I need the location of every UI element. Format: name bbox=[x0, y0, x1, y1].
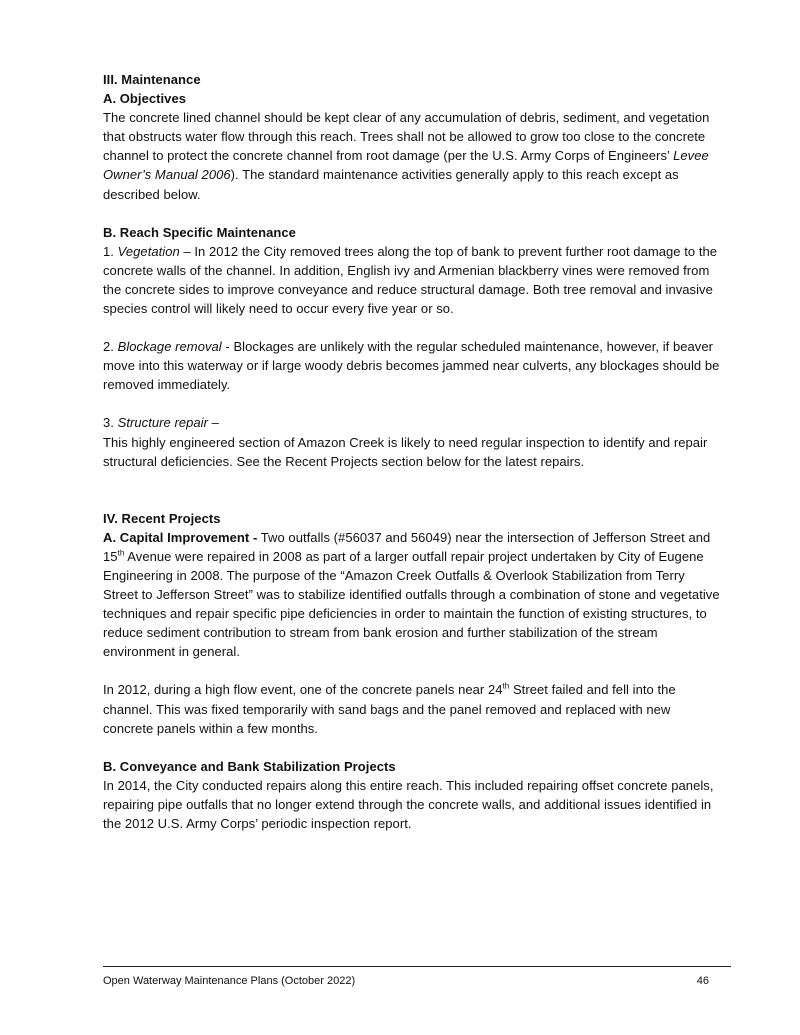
subheading-reach-specific: B. Reach Specific Maintenance bbox=[103, 224, 296, 240]
page-footer bbox=[103, 974, 709, 988]
item2-number: 2. bbox=[103, 339, 118, 355]
panel-text-2: Street failed and fell into the channel. This was fixed temporarily with sand bags and the panel removed and replaced with new concrete panels within a few months. bbox=[103, 682, 676, 736]
objectives-text-2: ). The standard maintenance activities generally apply to this reach except as described below. bbox=[103, 167, 679, 202]
item1-number: 1. bbox=[103, 243, 118, 259]
item2-title: Blockage removal bbox=[117, 339, 222, 355]
paragraph-structure-repair-title bbox=[103, 413, 723, 432]
capital-label: A. Capital Improvement - bbox=[103, 529, 258, 545]
capital-text-2: Avenue were repaired in 2008 as part of a larger outfall repair project undertaken by City of Eugene Engineering in 2008. The purpose of the “Amazon Creek Outfalls & Overlook Stabilization from Terry Street to Jefferson Street” was to stabilize identified outfalls through a combination of stone and vegetative techniques and repair specific pipe deficiencies in order to maintain the function of existing structures, to reduce sediment contribution to stream from bank erosion and further stabilization of the stream environment in general. bbox=[103, 548, 720, 660]
footer-title: Open Waterway Maintenance Plans (October 2022) bbox=[103, 975, 356, 987]
paragraph-conveyance: In 2014, the City conducted repairs along this entire reach. This included repairing offset concrete panels, repairing pipe outfalls that no longer extend through the concrete walls, and additional issues identified in the 2012 U.S. Army Corps’ periodic inspection report. bbox=[103, 777, 714, 831]
capital-sup: th bbox=[117, 548, 125, 558]
item3-dash: – bbox=[208, 415, 219, 431]
footer-divider bbox=[103, 966, 731, 967]
item1-text: – In 2012 the City removed trees along the top of bank to prevent further root damage to the concrete walls of the channel. In addition, English ivy and Armenian blackberry vines were removed from the concrete sides to improve conveyance and reduce structural damage. Both tree removal and invasive species control will likely need to occur every five year or so. bbox=[103, 243, 718, 317]
capital-text-1: Two outfalls (#56037 and 56049) near the intersection of Jefferson Street and 15 bbox=[103, 529, 711, 564]
page-content bbox=[103, 70, 723, 833]
paragraph-objectives bbox=[103, 108, 723, 203]
paragraph-blockage bbox=[103, 337, 723, 394]
item1-title: Vegetation bbox=[117, 243, 180, 259]
paragraph-structure-repair: This highly engineered section of Amazon Creek is likely to need regular inspection to identify and repair structural deficiencies. See the Recent Projects section below for the latest repairs. bbox=[103, 434, 708, 469]
manual-title: Levee Owner’s Manual 2006 bbox=[103, 148, 709, 183]
subheading-objectives: A. Objectives bbox=[103, 91, 187, 107]
item3-title: Structure repair bbox=[117, 415, 208, 431]
paragraph-capital-improvement bbox=[103, 528, 723, 662]
section-heading-maintenance: III. Maintenance bbox=[103, 72, 201, 87]
subheading-conveyance: B. Conveyance and Bank Stabilization Projects bbox=[103, 758, 396, 774]
paragraph-vegetation bbox=[103, 242, 723, 318]
page-number: 46 bbox=[696, 975, 709, 987]
item3-number: 3. bbox=[103, 415, 118, 431]
objectives-text-1: The concrete lined channel should be kept clear of any accumulation of debris, sediment, and vegetation that obstructs water flow through this reach. Trees shall not be allowed to grow too close to the concrete channel to protect the concrete channel from root damage (per the U.S. Army Corps of Engineers’ bbox=[103, 110, 710, 164]
panel-text-1: In 2012, during a high flow event, one of the concrete panels near 24 bbox=[103, 682, 503, 698]
section-heading-recent-projects: IV. Recent Projects bbox=[103, 510, 221, 526]
item2-text: - Blockages are unlikely with the regular scheduled maintenance, however, if beaver move into this waterway or if large woody debris becomes jammed near culverts, any blockages should be removed immediately. bbox=[103, 339, 720, 393]
paragraph-panel-failure bbox=[103, 680, 723, 737]
panel-sup: th bbox=[502, 682, 510, 692]
